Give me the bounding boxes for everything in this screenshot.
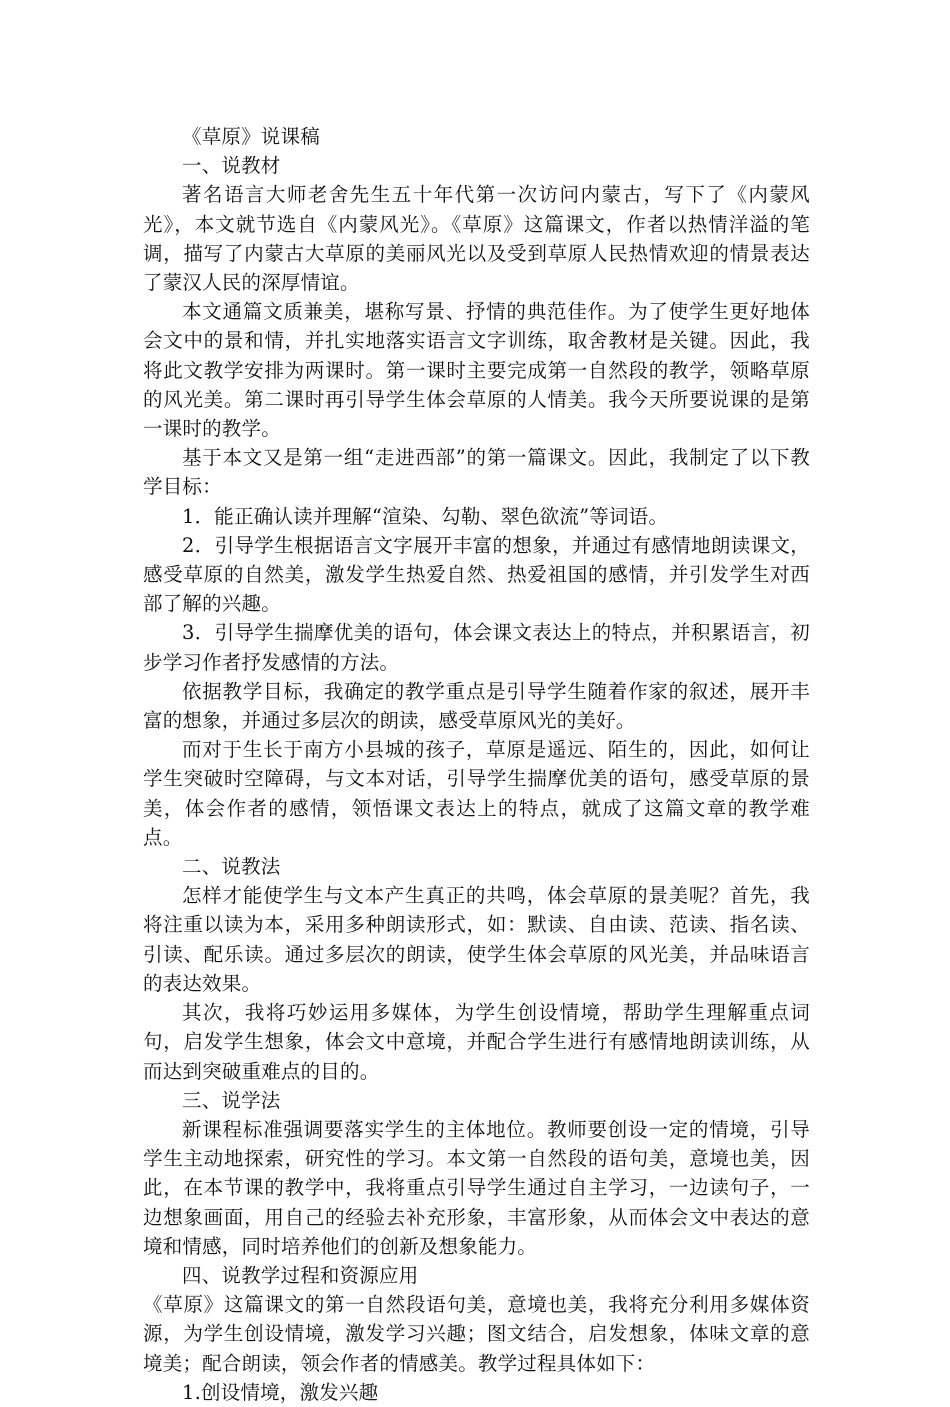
paragraph: 其次，我将巧妙运用多媒体，为学生创设情境，帮助学生理解重点词句，启发学生想象，体会文中意境，并配合学生进行有感情地朗读训练，从而达到突破重难点的目的。 [143,1001,810,1083]
section-heading-teaching-method: 二、说教法 [182,855,281,879]
paragraph: 而对于生长于南方小县城的孩子，草原是遥远、陌生的，因此，如何让学生突破时空障碍，与文本对话，引导学生揣摩优美的语句，感受草原的景美，体会作者的感情，领悟课文表达上的特点，就成了这篇文章的教学难点。 [143,738,810,849]
process-step: 1.创设情境，激发兴趣 [182,1380,379,1404]
paragraph: 《草原》这篇课文的第一自然段语句美，意境也美，我将充分利用多媒体资源，为学生创设情境，激发学习兴趣；图文结合，启发想象，体味文章的意境美；配合朗读，领会作者的情感美。教学过程具体如下： [143,1293,810,1375]
section-heading-teaching-process: 四、说教学过程和资源应用 [182,1263,419,1287]
section-heading-learning-method: 三、说学法 [182,1088,281,1112]
paragraph: 新课程标准强调要落实学生的主体地位。教师要创设一定的情境，引导学生主动地探索，研究性的学习。本文第一自然段的语句美，意境也美，因此，在本节课的教学中，我将重点引导学生通过自主学习，一边读句子，一边想象画面，用自己的经验去补充形象，丰富形象，从而体会文中表达的意境和情感，同时培养他们的创新及想象能力。 [143,1117,810,1258]
document-title: 《草原》说课稿 [182,125,320,148]
document-body [143,122,810,1407]
objective-item: 1．能正确认读并理解“渲染、勾勒、翠色欲流”等词语。 [182,504,669,528]
paragraph: 本文通篇文质兼美，堪称写景、抒情的典范佳作。为了使学生更好地体会文中的景和情，并扎实地落实语言文字训练，取舍教材是关键。因此，我将此文教学安排为两课时。第一课时主要完成第一自然段的教学，领略草原的风光美。第二课时再引导学生体会草原的人情美。我今天所要说课的是第一课时的教学。 [143,300,810,441]
paragraph: 依据教学目标，我确定的教学重点是引导学生随着作家的叙述，展开丰富的想象，并通过多层次的朗读，感受草原风光的美好。 [143,679,810,733]
paragraph: 怎样才能使学生与文本产生真正的共鸣，体会草原的景美呢？首先，我将注重以读为本，采用多种朗读形式，如：默读、自由读、范读、指名读、引读、配乐读。通过多层次的朗读，使学生体会草原的风光美，并品味语言的表达效果。 [143,884,810,995]
paragraph: 基于本文又是第一组“走进西部”的第一篇课文。因此，我制定了以下教学目标： [143,446,810,499]
objective-item: 2．引导学生根据语言文字展开丰富的想象，并通过有感情地朗读课文，感受草原的自然美，激发学生热爱自然、热爱祖国的感情，并引发学生对西部了解的兴趣。 [143,533,810,616]
paragraph: 著名语言大师老舍先生五十年代第一次访问内蒙古，写下了《内蒙风光》，本文就节选自《内蒙风光》。《草原》这篇课文，作者以热情洋溢的笔调，描写了内蒙古大草原的美丽风光以及受到草原人民热情欢迎的情景表达了蒙汉人民的深厚情谊。 [143,183,810,295]
objective-item: 3．引导学生揣摩优美的语句，体会课文表达上的特点，并积累语言，初步学习作者抒发感情的方法。 [143,621,810,674]
section-heading-textbook: 一、说教材 [182,154,281,178]
